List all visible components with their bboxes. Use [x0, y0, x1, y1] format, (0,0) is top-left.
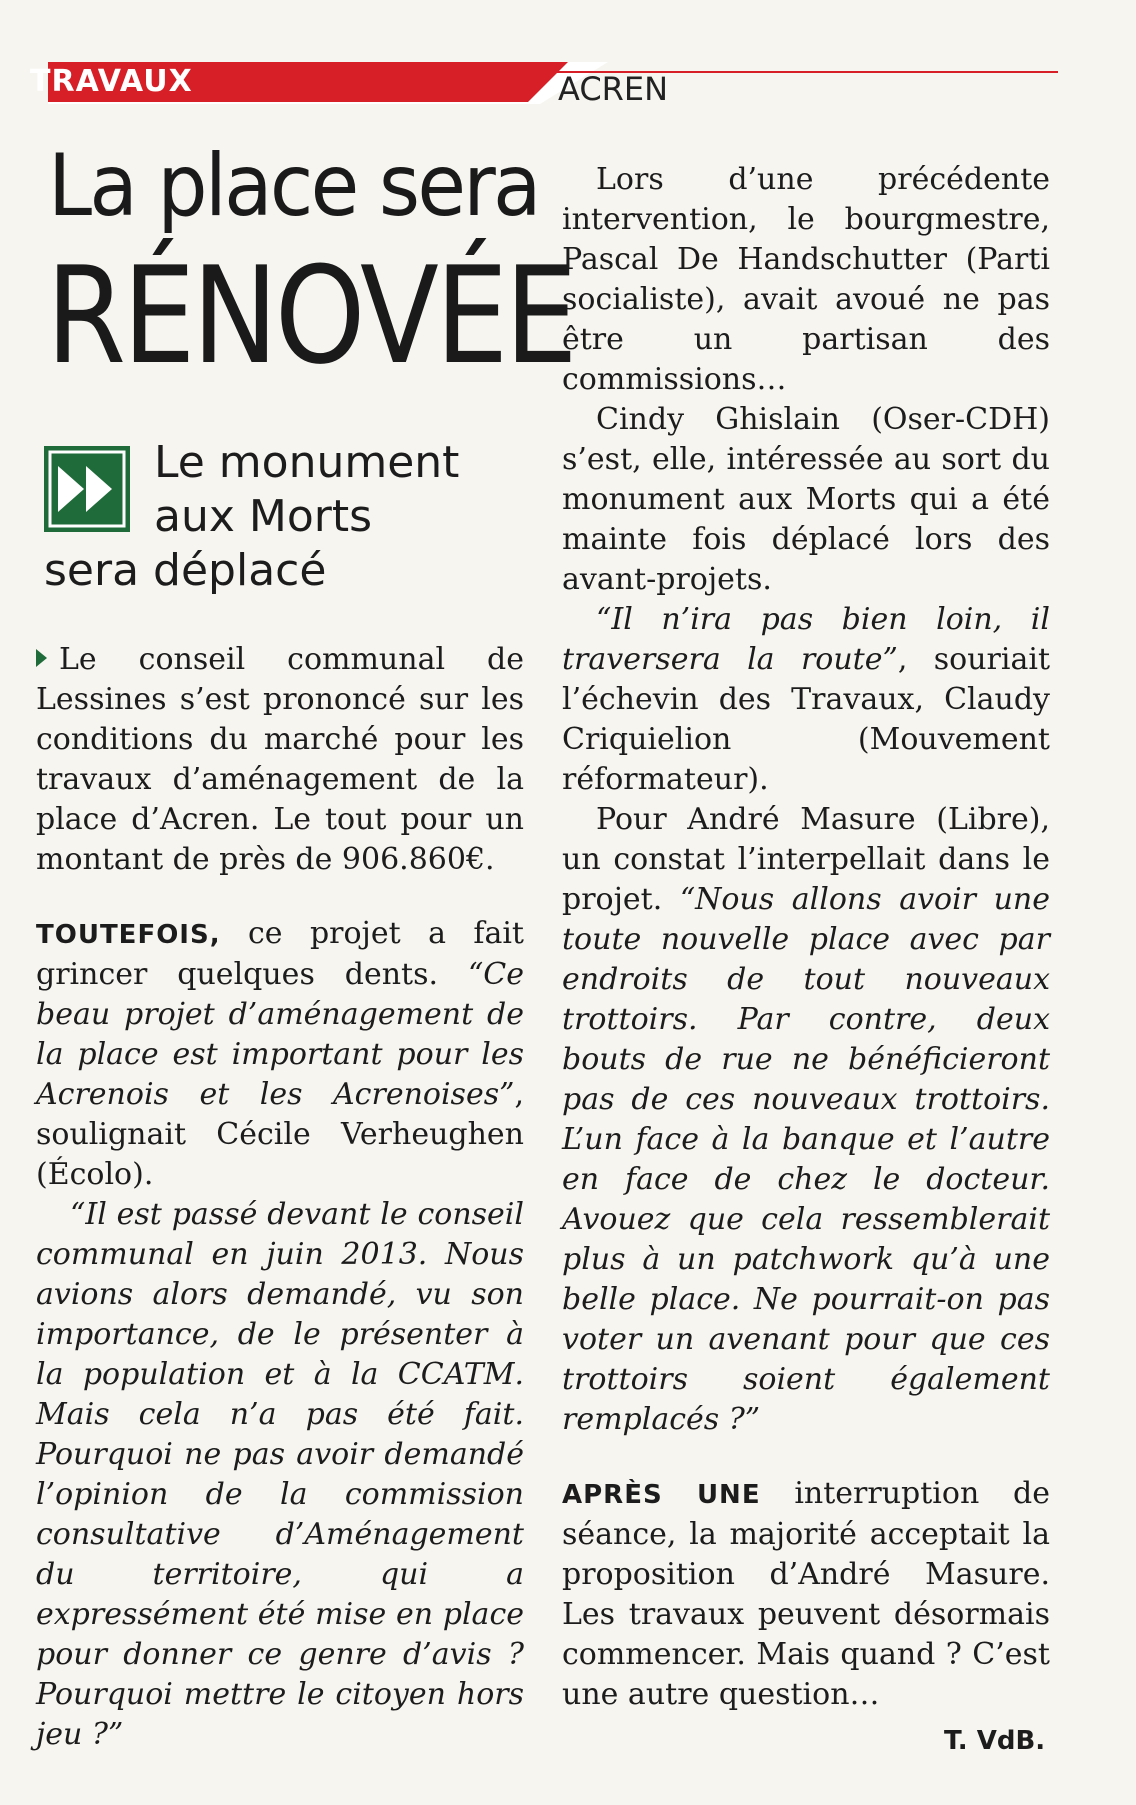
- paragraph-1-caps: TOUTEFOIS,: [36, 920, 221, 950]
- subheadline: [44, 436, 544, 598]
- paragraph-r5-caps: APRÈS UNE: [562, 1480, 761, 1510]
- article-column-right: [562, 160, 1050, 1715]
- paragraph-r3-end: , souriait l’échevin des Travaux, Claudy Criquielion (Mouvement réformateur).: [562, 642, 1050, 797]
- paragraph-r3: [562, 600, 1050, 800]
- paragraph-2-quote: “Il est passé devant le conseil communal en juin 2013. Nous avions alors demandé, vu son importance, de le présenter à la population et à la CCATM. Mais cela n’a pas été fait. Pourquoi ne pas avoir demandé l’opinion de la commission consultative d’Aménagement du territoire, qui a expressément été mise en place pour donner ce genre d’avis ? Pourquoi mettre le citoyen hors jeu ?”: [36, 1197, 524, 1752]
- location-label: ACREN: [558, 70, 669, 108]
- paragraph-r3-quote: “Il n’ira pas bien loin, il traversera la route”: [562, 602, 1050, 677]
- rubric-label: TRAVAUX: [30, 64, 193, 99]
- paragraph-1-quote: “Ce beau projet d’aménagement de la place est important pour les Acrenois et les Acrenoises”: [36, 957, 524, 1112]
- paragraph-2: [36, 1195, 524, 1755]
- article-column-left: [36, 640, 524, 1755]
- paragraph-r4-text: Pour André Masure (Libre), un constat l’interpellait dans le projet.: [562, 802, 1050, 917]
- subheadline-line-3: sera déplacé: [44, 545, 327, 596]
- paragraph-1-text: ce projet a fait grincer quelques dents.: [36, 916, 524, 992]
- author-signature: T. VdB.: [944, 1726, 1046, 1756]
- paragraph-1: [36, 914, 524, 1195]
- paragraph-1-end: , soulignait Cécile Verheughen (Écolo).: [36, 1077, 524, 1192]
- paragraph-r1: Lors d’une précédente intervention, le bourgmestre, Pascal De Handschutter (Parti socialiste), avait avoué ne pas être un partisan des commissions…: [562, 162, 1050, 397]
- lead-paragraph: [36, 640, 524, 880]
- paragraph-r5-text: interruption de séance, la majorité acceptait la proposition d’André Masure. Les travaux peuvent désormais commencer. Mais quand ? C’est une autre question…: [562, 1476, 1050, 1712]
- lead-text: Le conseil communal de Lessines s’est prononcé sur les conditions du marché pour les travaux d’aménagement de la place d’Acren. Le tout pour un montant de près de 906.860€.: [36, 642, 524, 877]
- headline-line-1: La place sera: [48, 136, 539, 236]
- paragraph-r4: [562, 800, 1050, 1440]
- paragraph-r5: [562, 1474, 1050, 1715]
- headline-line-2: RÉNOVÉE: [46, 238, 575, 394]
- lead-arrow-icon: [36, 649, 47, 667]
- paragraph-r2: Cindy Ghislain (Oser-CDH) s’est, elle, intéressée au sort du monument aux Morts qui a été mainte fois déplacé lors des avant-projets.: [562, 402, 1050, 597]
- subheadline-line-1: Le monument: [154, 437, 460, 488]
- paragraph-r4-quote: “Nous allons avoir une toute nouvelle place avec par endroits de tout nouveaux trottoirs. Par contre, deux bouts de rue ne bénéficieront pas de ces nouveaux trottoirs. L’un face à la banque et l’autre en face de chez le docteur. Avouez que cela ressemblerait plus à un patchwork qu’à une belle place. Ne pourrait-on pas voter un avenant pour que ces trottoirs soient également remplacés ?”: [562, 882, 1050, 1437]
- subheadline-line-2: aux Morts: [154, 491, 373, 542]
